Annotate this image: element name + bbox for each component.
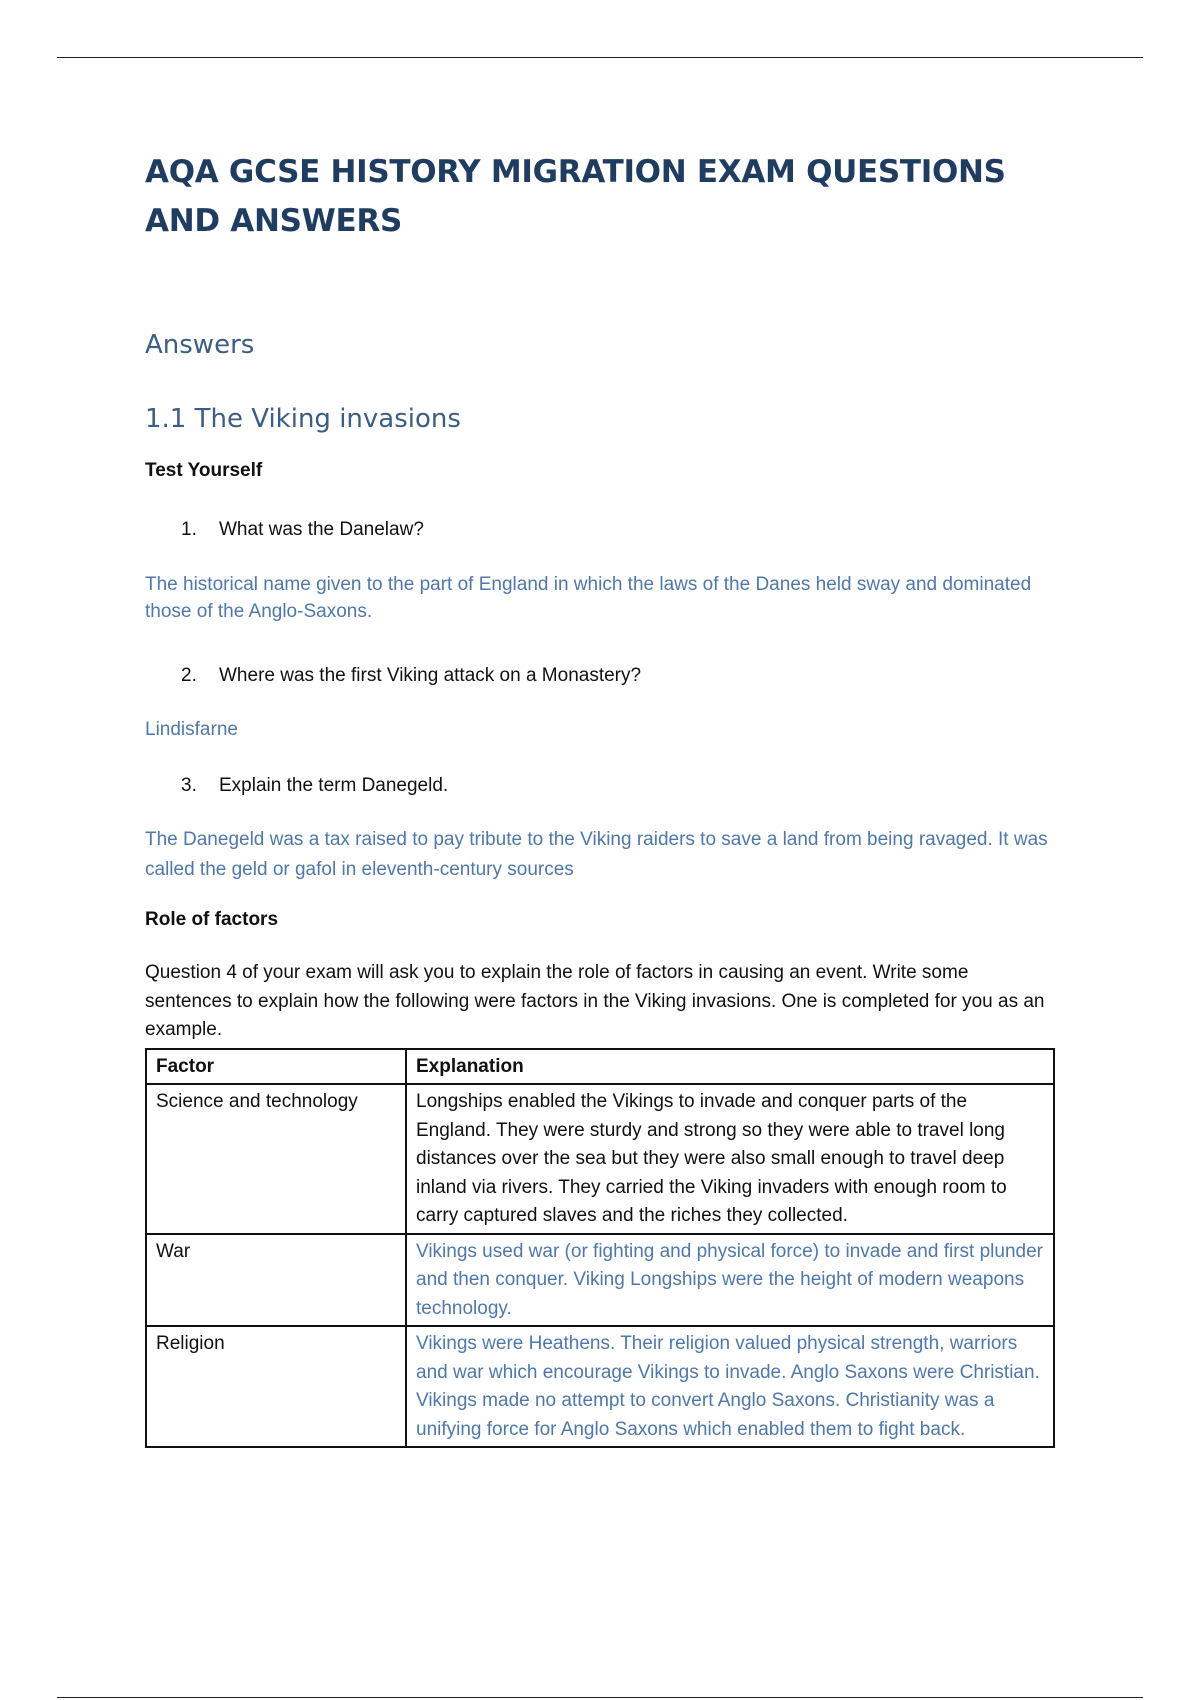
question-number: 1.	[181, 519, 197, 540]
factor-cell: Religion	[146, 1326, 406, 1447]
test-yourself-label: Test Yourself	[145, 460, 263, 481]
header-rule	[57, 57, 1143, 58]
question-text: Where was the first Viking attack on a Monastery?	[219, 665, 642, 686]
factors-table	[145, 1048, 1055, 1449]
question-3	[181, 773, 1055, 799]
explanation-cell: Vikings were Heathens. Their religion valued physical strength, warriors and war which encourage Vikings to invade. Anglo Saxons were Christian. Vikings made no attempt to convert Anglo Saxons. Christianity was a unifying force for Anglo Saxons which enabled them to fight back.	[406, 1326, 1054, 1447]
factor-cell: Science and technology	[146, 1084, 406, 1234]
answer-1: The historical name given to the part of England in which the laws of the Danes held sway and dominated those of the Anglo-Saxons.	[145, 574, 1032, 622]
table-header-explanation: Explanation	[406, 1049, 1054, 1085]
question-text: Explain the term Danegeld.	[219, 775, 449, 796]
answer-2: Lindisfarne	[145, 719, 238, 740]
factor-cell: War	[146, 1234, 406, 1327]
explanation-cell: Longships enabled the Vikings to invade and conquer parts of the England. They were sturdy and strong so they were able to travel long distances over the sea but they were also small enough to travel deep inland via rivers. They carried the Viking invaders with enough room to carry captured slaves and the riches they collected.	[406, 1084, 1054, 1234]
table-header-row	[146, 1049, 1054, 1085]
question-number: 3.	[181, 775, 197, 796]
table-row	[146, 1326, 1054, 1447]
answer-3: The Danegeld was a tax raised to pay tribute to the Viking raiders to save a land from being ravaged. It was called the geld or gafol in eleventh-century sources	[145, 829, 1048, 880]
role-of-factors-intro: Question 4 of your exam will ask you to explain the role of factors in causing an event. Write some sentences to explain how the following were factors in the Viking invasions. One is completed for you as an example.	[145, 962, 1045, 1040]
table-header-factor: Factor	[146, 1049, 406, 1085]
question-number: 2.	[181, 665, 197, 686]
table-row	[146, 1234, 1054, 1327]
footer-rule	[57, 1697, 1143, 1698]
section-heading-answers: Answers	[145, 330, 255, 360]
document-body	[145, 148, 1055, 1448]
question-text: What was the Danelaw?	[219, 519, 424, 540]
explanation-cell: Vikings used war (or fighting and physical force) to invade and first plunder and then conquer. Viking Longships were the height of modern weapons technology.	[406, 1234, 1054, 1327]
subsection-heading-viking-invasions: 1.1 The Viking invasions	[145, 404, 461, 434]
question-2	[181, 663, 1055, 689]
question-1	[181, 517, 1055, 543]
role-of-factors-label: Role of factors	[145, 909, 279, 930]
document-title: AQA GCSE HISTORY MIGRATION EXAM QUESTIONS AND ANSWERS	[145, 154, 1006, 239]
table-row	[146, 1084, 1054, 1234]
